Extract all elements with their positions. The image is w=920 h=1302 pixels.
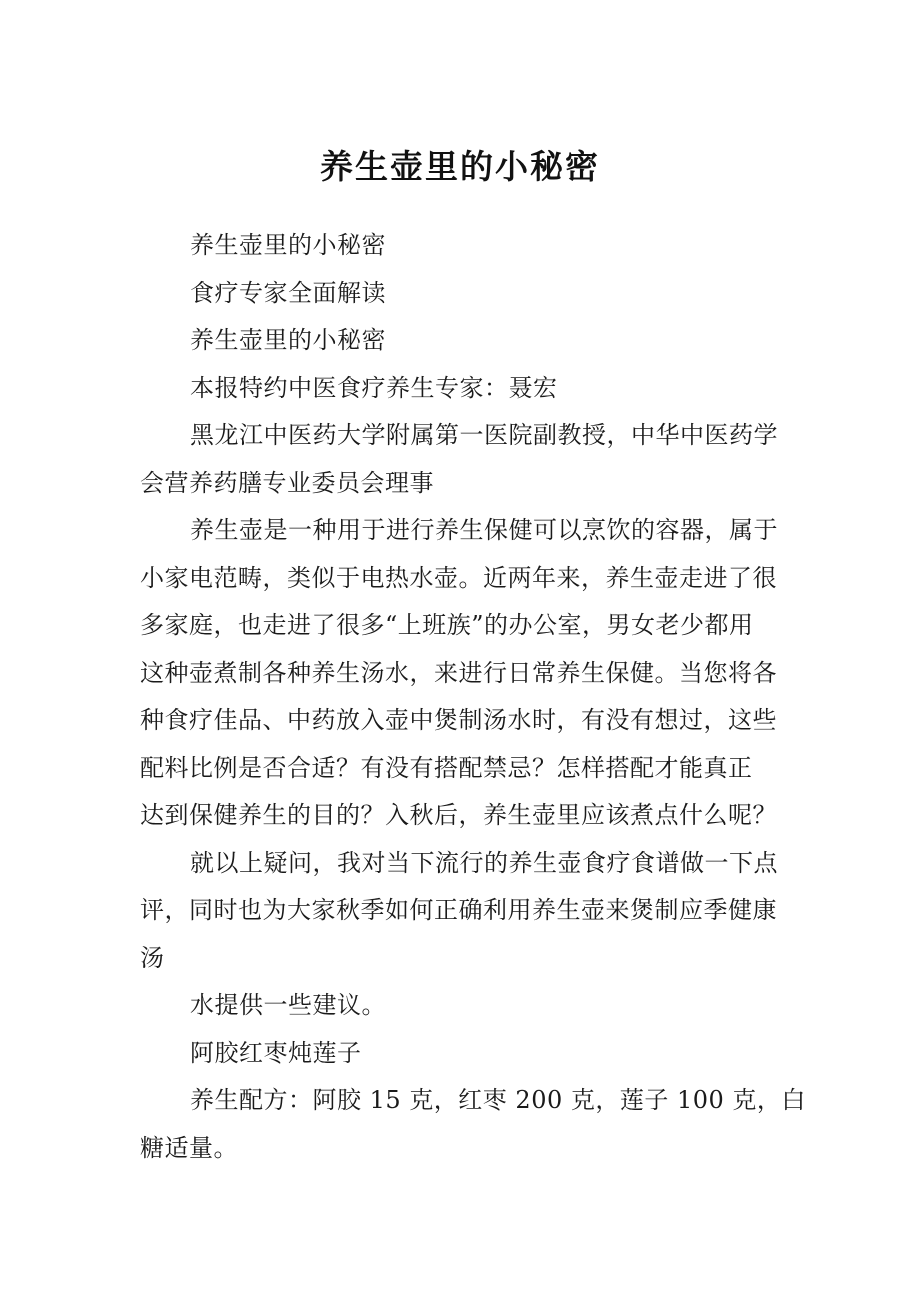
paragraph-line: 养生壶是一种用于进行养生保健可以烹饮的容器，属于 <box>190 516 778 544</box>
recipe-heading: 阿胶红枣炖莲子 <box>190 1038 362 1067</box>
paragraph-line: 多家庭，也走进了很多“上班族”的办公室，男女老少都用 <box>140 611 754 639</box>
subtitle-line: 养生壶里的小秘密 <box>190 231 386 259</box>
author-affiliation-line: 会营养药膳专业委员会理事 <box>140 468 434 497</box>
recipe-ingredients-line: 糖适量。 <box>140 1133 238 1162</box>
paragraph-line: 配料比例是否合适？有没有搭配禁忌？怎样搭配才能真正 <box>140 753 753 782</box>
paragraph-line: 小家电范畴，类似于电热水壶。近两年来，养生壶走进了很 <box>140 563 777 592</box>
subtitle-line: 养生壶里的小秘密 <box>190 326 386 354</box>
subheading-line: 食疗专家全面解读 <box>190 278 386 307</box>
paragraph-line: 达到保健养生的目的？入秋后，养生壶里应该煮点什么呢？ <box>140 801 777 829</box>
author-line: 本报特约中医食疗养生专家：聂宏 <box>190 373 558 402</box>
paragraph-line: 就以上疑问，我对当下流行的养生壶食疗食谱做一下点 <box>190 848 778 877</box>
paragraph-line: 这种壶煮制各种养生汤水，来进行日常养生保健。当您将各 <box>140 658 777 687</box>
paragraph-line: 种食疗佳品、中药放入壶中煲制汤水时，有没有想过，这些 <box>140 706 777 734</box>
paragraph-line: 水提供一些建议。 <box>190 991 386 1019</box>
author-affiliation-line: 黑龙江中医药大学附属第一医院副教授，中华中医药学 <box>190 421 778 449</box>
recipe-ingredients-line: 养生配方：阿胶 15 克，红枣 200 克，莲子 100 克，白 <box>190 1086 806 1114</box>
paragraph-line: 评，同时也为大家秋季如何正确利用养生壶来煲制应季健康 <box>140 896 777 924</box>
document-body <box>140 222 806 1172</box>
document-title: 养生壶里的小秘密 <box>320 147 600 186</box>
paragraph-line: 汤 <box>140 943 165 972</box>
